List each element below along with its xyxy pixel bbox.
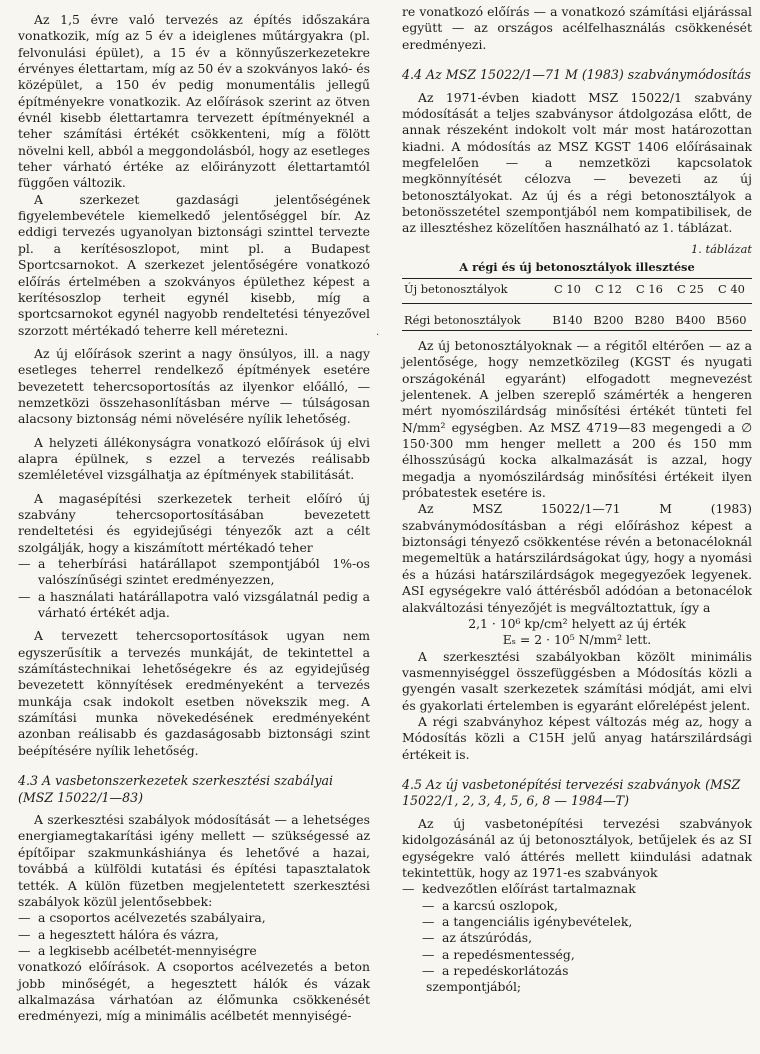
table-cell: C 10 [547, 279, 588, 303]
dash-list [402, 898, 752, 980]
paragraph: A magasépítési szerkezetek terheit előíró új szabvány tehercsoportosításában bevezetett rendeltetési és egyidejűségi tényezők azt a célt szolgálják, hogy a kiszámított mértékadó teher [18, 490, 370, 555]
table-cell: B400 [675, 312, 706, 327]
dash-list [18, 556, 370, 621]
section-heading-4-5: 4.5 Az új vasbetonépítési tervezési szabványok (MSZ 15022/1, 2, 3, 4, 5, 6, 8 — 1984—T) [402, 776, 741, 809]
list-item: — a karcsú oszlopok, [402, 898, 752, 914]
list-item: — a csoportos acélvezetés szabályaira, [18, 910, 370, 926]
paragraph: A szerkesztési szabályok módosítását — a lehetséges energiamegtakarítási igény mellett — szükségessé az építőipar szakmunkáshiánya és lehetővé a hazai, továbbá a külföldi kutatási és építési tapasztalatok tették. A külön füzetben megjelentetett szerkesztési szabályok közül jelentősebbek: [18, 812, 370, 909]
list-item: — a használati határállapotra való vizsgálatnál pedig a várható értékét adja. [18, 589, 370, 622]
formula: 2,1 · 10⁶ kp/cm² helyett az új érték [468, 615, 686, 631]
margin-mark: · [376, 330, 380, 341]
table-cell: C 40 [711, 279, 752, 303]
dash-list [18, 910, 370, 959]
list-item: — a repedésmentesség, [402, 947, 752, 963]
list-item: — a teherbírási határállapot szempontjából 1%-os valószínűségi szintet eredményezzen, [18, 556, 370, 589]
table-cell: B560 [716, 312, 747, 327]
paragraph: A régi szabványhoz képest változás még az, hogy a Módosítás közli a C15H jelű anyag határszilárdsági értékeit is. [402, 713, 752, 762]
left-column [18, 12, 370, 1025]
table-cell: C 16 [629, 279, 670, 303]
table-cell: B140 [552, 312, 583, 327]
table-row [402, 303, 752, 330]
section-heading-4-3: 4.3 A vasbetonszerkezetek szerkesztési szabályai (MSZ 15022/1—83) [18, 773, 333, 805]
list-item: — kedvezőtlen előírást tartalmaznak [402, 881, 752, 897]
paragraph: szempontjából; [426, 979, 522, 995]
list-item: — az átszúródás, [402, 930, 752, 946]
list-item: — a tangenciális igénybevételek, [402, 914, 752, 930]
paragraph: Az MSZ 15022/1—71 M (1983) szabványmódosításban a régi előíráshoz képest a biztonsági tényező csökkentése révén a betonacéloknál megemeltük a határszilárdságokat úgy, hogy a nyomási és a húzási határszilárdságok megegyezőek legyenek. ASI egységekre való áttérésből adódóan a betonacélok alakváltozási tényezőjét is megváltoztattuk, így a [402, 501, 752, 615]
table-cell: B200 [593, 312, 624, 327]
table-row [402, 279, 752, 303]
row-header: Új betonosztályok [402, 279, 547, 303]
dash-list [402, 881, 752, 897]
paragraph: re vonatkozó előírás — a vonatkozó számítási eljárással együtt — az országos acélfelhasználás csökkenését eredményezi. [402, 4, 752, 52]
section-heading-4-4: 4.4 Az MSZ 15022/1—71 M (1983) szabványmódosítás [402, 67, 751, 83]
row-header: Régi betonosztályok [404, 312, 521, 327]
paragraph: Az 1,5 évre való tervezés az építés időszakára vonatkozik, míg az 5 év a ideiglenes műtárgyakra (pl. felvonulási épület), a 15 év a könnyűszerkezetekre érvényes élettartam, míg az 50 év a szokványos lakó- és középület, a 150 év pedig monumentális jellegű építményekre vonatkozik. Az előírások szerint az ötven évnél kisebb élettartamra tervezett építményeknél a teher számítási értékét csökkenteni, míg a fölött növelni kell, abból a meggondolásból, hogy az esetleges teher várható értéke az előirányzott élettartamtól függően változik. [18, 12, 371, 191]
paragraph: Az új előírások szerint a nagy önsúlyos, ill. a nagy esetleges teherrel rendelkező építmények esetére bevezetett tehercsoportosítás az ilyenkor előálló, — nemzetközi összehasonlításban mérve — túlságosan alacsony biztonság némi növelésére nyílik lehetőség. [18, 345, 370, 427]
paragraph: A szerkesztési szabályokban közölt minimális vasmennyiséggel összefüggésben a Módosítás közli a gyengén vasalt szerkezetek számítási módját, ami elvi és gyakorlati értelemben is egyaránt előrelépést jelent. [402, 648, 752, 713]
paragraph: A szerkezet gazdasági jelentőségének figyelembevétele kiemelkedő jelentőséggel bír. Az eddigi tervezés ugyanolyan biztonsági szinttel tervezte pl. a kerítésoszlopot, mint pl. a Budapest Sportcsarnokot. A szerkezet jelentőségére vonatkozó előírás értelmében a szokványos épülethez képest a kerítésoszlop terheit egynél kisebb, míg a sportcsarnokot egynél nagyobb rendeltetési tényezővel szorzott mértékadó teherre kell méretezni. [18, 191, 370, 338]
paragraph: A tervezett tehercsoportosítások ugyan nem egyszerűsítik a tervezés munkáját, de tekintettel a számítástechnikai lehetőségekre és az egyidejűség bevezetett könnyítések eredményeként a tervezés munkája csak indokolt esetben növekszik meg. A számítási munka növekedésének eredményeként azonban reálisabb és gazdaságosabb biztonsági szint beépítésére nyílik lehetőség. [18, 628, 370, 758]
paragraph: Az új betonosztályoknak — a régitől eltérően — az a jelentősége, hogy nemzetközileg (KGST és nyugati országokénál egyaránt) elfogadott megnevezést jelentenek. A jelben szereplő számérték a hengeren mért nyomószilárdság minősítési értékét tünteti fel N/mm² egységben. Az MSZ 4719—83 megengedi a ∅ 150·300 mm henger mellett a 200 és 150 mm élhosszúságú kocka alkalmazását is azzal, hogy megadja a nyomószilárdság minősítési értékeit ilyen próbatestek esetére is. [402, 338, 752, 501]
list-item: — a legkisebb acélbetét-mennyiségre [18, 943, 370, 959]
table-title: A régi és új betonosztályok illesztése [459, 259, 695, 274]
paragraph: A helyzeti állékonyságra vonatkozó előírások új elvi alapra épülnek, s ezzel a tervezés reálisabb szemléletével vizsgálhatja az építmények stabilitását. [18, 434, 370, 483]
paragraph: Az 1971-évben kiadott MSZ 15022/1 szabvány módosítását a teljes szabványsor átdolgozása előtt, de annak részeként indokolt volt már most határozottan kiadni. A módosítás az MSZ KGST 1406 előírásainak megfelelően — a nemzetközi kapcsolatok megkönnyítését célozva — bevezeti az új betonosztályokat. Az új és a régi betonosztályok a betonösszetétel szempontjából nem kompatibilisek, de az illesztéshez közelítően használható az 1. táblázat. [402, 89, 752, 236]
right-column [402, 4, 752, 996]
formula: Eₛ = 2 · 10⁵ N/mm² lett. [502, 632, 652, 648]
table-cell: B280 [634, 312, 665, 327]
paragraph: Az új vasbetonépítési tervezési szabványok kidolgozásánál az új betonosztályok, betűjelek és az SI egységekre való áttérés mellett kiindulási adatnak tekintettük, hogy az 1971-es szabványok [402, 815, 752, 880]
table-cell: C 25 [670, 279, 711, 303]
list-item: — a hegesztett hálóra és vázra, [18, 927, 370, 943]
table-cell: C 12 [588, 279, 629, 303]
paragraph: vonatkozó előírások. A csoportos acélvezetés a beton jobb minőségét, a hegesztett hálók és vázak alkalmazása várhatóan az élőmunka csökkenését eredményezi, míg a minimális acélbetét mennyiségé- [18, 959, 370, 1024]
concrete-class-table [402, 278, 752, 331]
list-item: — a repedéskorlátozás [402, 963, 752, 979]
table-label: 1. táblázat [691, 241, 752, 256]
